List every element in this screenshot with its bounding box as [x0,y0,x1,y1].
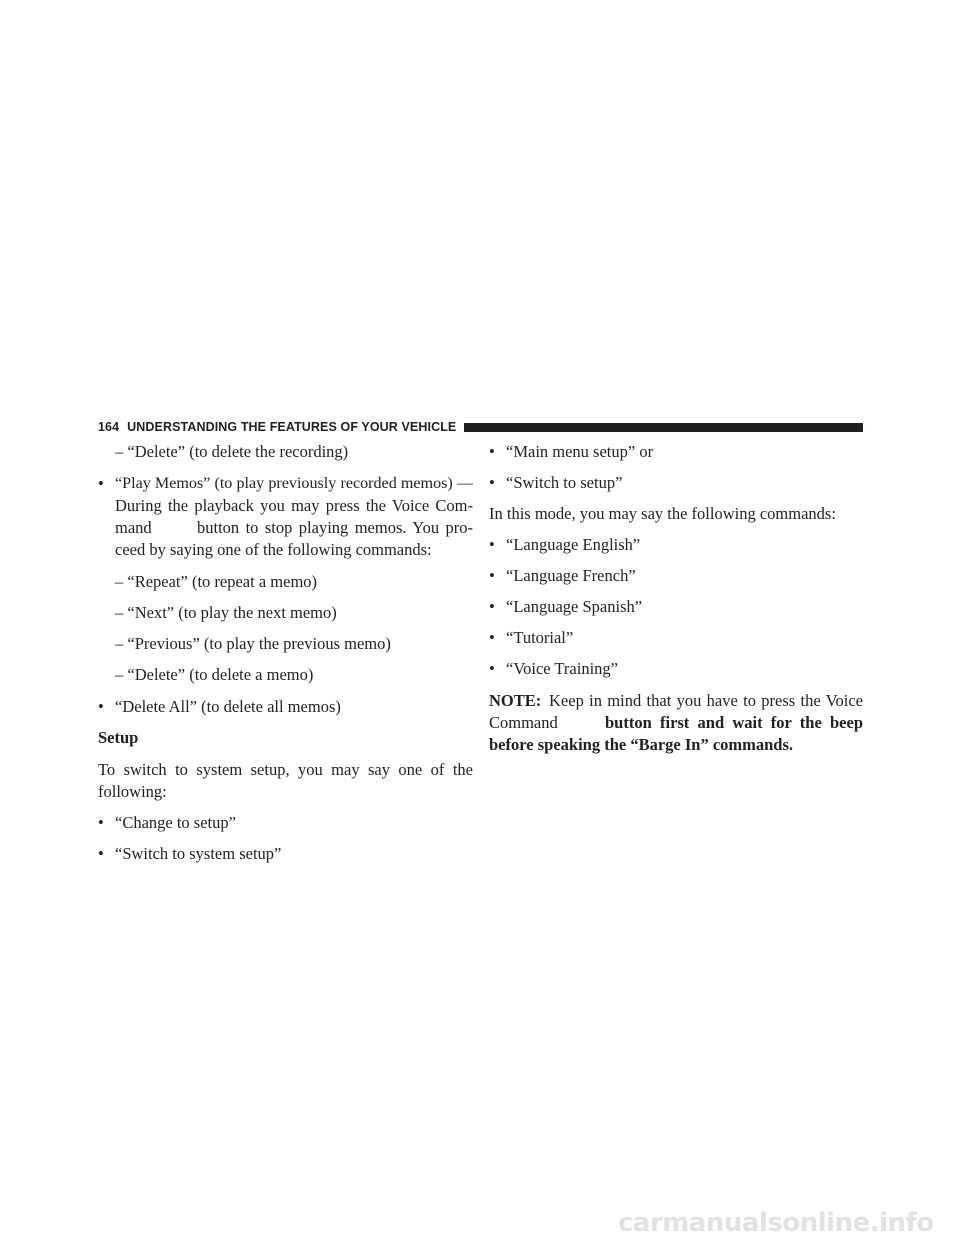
setup-heading: Setup [98,728,139,747]
list-item-delete-all: “Delete All” (to delete all memos) [115,697,341,716]
play-memos-line-4: ceed by saying one of the following commands: [115,540,432,559]
note-line-2 [489,712,863,734]
sub-item-repeat: – “Repeat” (to repeat a memo) [115,572,318,591]
bullet-icon: • [98,697,104,716]
page-number: 164 [98,420,120,434]
bullet-icon: • [489,597,495,616]
note-label: NOTE: [489,691,542,710]
list-item-language-french: “Language French” [506,566,636,585]
header-rule [464,423,863,432]
bullet-icon: • [489,442,495,461]
play-memos-line-2: During the playback you may press the Voice Com- [115,496,473,515]
note-line-3: before speaking the “Barge In” commands. [489,735,794,754]
setup-paragraph-line-2: following: [98,782,167,801]
list-item-switch-to-setup: “Switch to setup” [506,473,623,492]
bullet-icon: • [98,813,104,832]
bullet-icon: • [489,628,495,647]
mode-intro-text: In this mode, you may say the following commands: [489,504,836,523]
bullet-icon: • [489,473,495,492]
list-item-voice-training: “Voice Training” [506,659,618,678]
page-header [98,419,863,435]
sub-item-next: – “Next” (to play the next memo) [115,603,337,622]
sub-item-delete-memo: – “Delete” (to delete a memo) [115,665,314,684]
note-line-2b: button first and wait for the beep [605,713,863,732]
list-item-switch-to-system-setup: “Switch to system setup” [115,844,282,863]
bullet-icon: • [489,566,495,585]
bullet-icon: • [98,474,104,493]
play-memos-line-1: “Play Memos” (to play previously recorded memos) — [115,475,473,492]
setup-paragraph-line-1: To switch to system setup, you may say one of the [98,760,473,779]
section-title: UNDERSTANDING THE FEATURES OF YOUR VEHICLE [127,420,457,434]
list-item-language-spanish: “Language Spanish” [506,597,643,616]
play-memos-line-3a: mand [115,518,152,537]
sub-item-delete-recording: – “Delete” (to delete the recording) [115,442,349,461]
bullet-icon: • [489,659,495,678]
list-item-tutorial: “Tutorial” [506,628,574,647]
play-memos-line-3b: button to stop playing memos. You pro- [197,518,473,537]
list-item-change-to-setup: “Change to setup” [115,813,236,832]
note-line-2a: Command [489,713,558,732]
watermark: carmanualsonline.info [618,1208,934,1238]
bullet-icon: • [489,535,495,554]
note-line-1 [489,690,863,712]
list-item-main-menu-setup: “Main menu setup” or [506,442,654,461]
list-item-language-english: “Language English” [506,535,641,554]
play-memos-line-3 [115,517,473,539]
note-line-1-text: Keep in mind that you have to press the Voice [549,691,863,710]
sub-item-previous: – “Previous” (to play the previous memo) [115,634,391,653]
bullet-icon: • [98,844,104,863]
